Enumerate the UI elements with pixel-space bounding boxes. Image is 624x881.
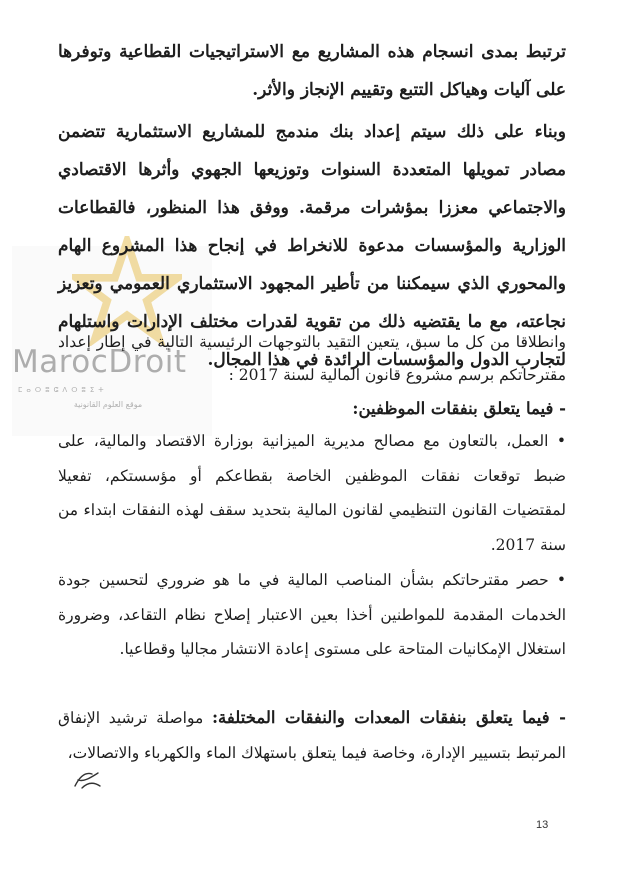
equipment-expenses-heading: - فيما يتعلق بنفقات المعدات والنفقات المختلفة: [211,708,567,727]
personnel-expenses-heading: - فيما يتعلق بنفقات الموظفين: [352,399,566,418]
watermark-subtitle-arabic: موقع العلوم القانونية [73,400,143,409]
paragraph-3: وانطلاقا من كل ما سبق، يتعين التقيد بالتوجهات الرئيسية التالية في إطار إعداد مقترحاتكم برسم مشروع قانون المالية لسنة 2017 : [58,333,566,384]
watermark-title: MarocDroit [12,344,187,380]
equipment-expenses-paragraph [58,701,566,770]
paragraph-2: وبناء على ذلك سيتم إعداد بنك مندمج للمشاريع الاستثمارية تتضمن مصادر تمويلها المتعددة السنوات وتوزيعها الجهوي وأثرها الاقتصادي والاجتماعي معززا بمؤشرات مرقمة. ووفق هذا المنظور، فالقطاعات الوزارية والمؤسسات مدعوة للانخراط في إنجاح هذا المشروع الهام والمحوري الذي سيمكننا من تأطير المجهود الاستثماري العمومي وتعزيز نجاعته، مع ما يقتضيه ذلك من تقوية لقدرات مختلف الإدارات واستلهام لتجارب الدول والمؤسسات الرائدة في هذا المجال. [58,122,566,370]
bullet-item-1: • العمل، بالتعاون مع مصالح مديرية الميزانية بوزارة الاقتصاد والمالية، على ضبط توقعات نفقات الموظفين الخاصة بقطاعكم أو مؤسستكم، تفعيلا لمقتضيات القانون التنظيمي لقانون المالية بتحديد سقف لهذه النفقات ابتداء من سنة 2017. [58,432,566,554]
watermark-subtitle-tifinagh: ⵎⴰⵔⵓⵛⴷⵔⵓⵉⵜ [18,386,108,394]
bullet-item-2: • حصر مقترحاتكم بشأن المناصب المالية في ما هو ضروري لتحسين جودة الخدمات المقدمة للمواطنين أخذا بعين الاعتبار إصلاح نظام التقاعد، وضرورة استغلال الإمكانيات المتاحة على مستوى إعادة الانتشار مجاليا وقطاعيا. [58,571,566,658]
signature-mark-icon [72,768,102,792]
paragraph-1: ترتبط بمدى انسجام هذه المشاريع مع الاستراتيجيات القطاعية وتوفرها على آليات وهياكل التتبع وتقييم الإنجاز والأثر. [58,42,566,100]
page-number: 13 [536,819,549,831]
equipment-expenses-text: مواصلة ترشيد الإنفاق المرتبط بتسيير الإدارة، وخاصة فيما يتعلق باستهلاك الماء والكهرباء والاتصالات، [58,709,566,762]
